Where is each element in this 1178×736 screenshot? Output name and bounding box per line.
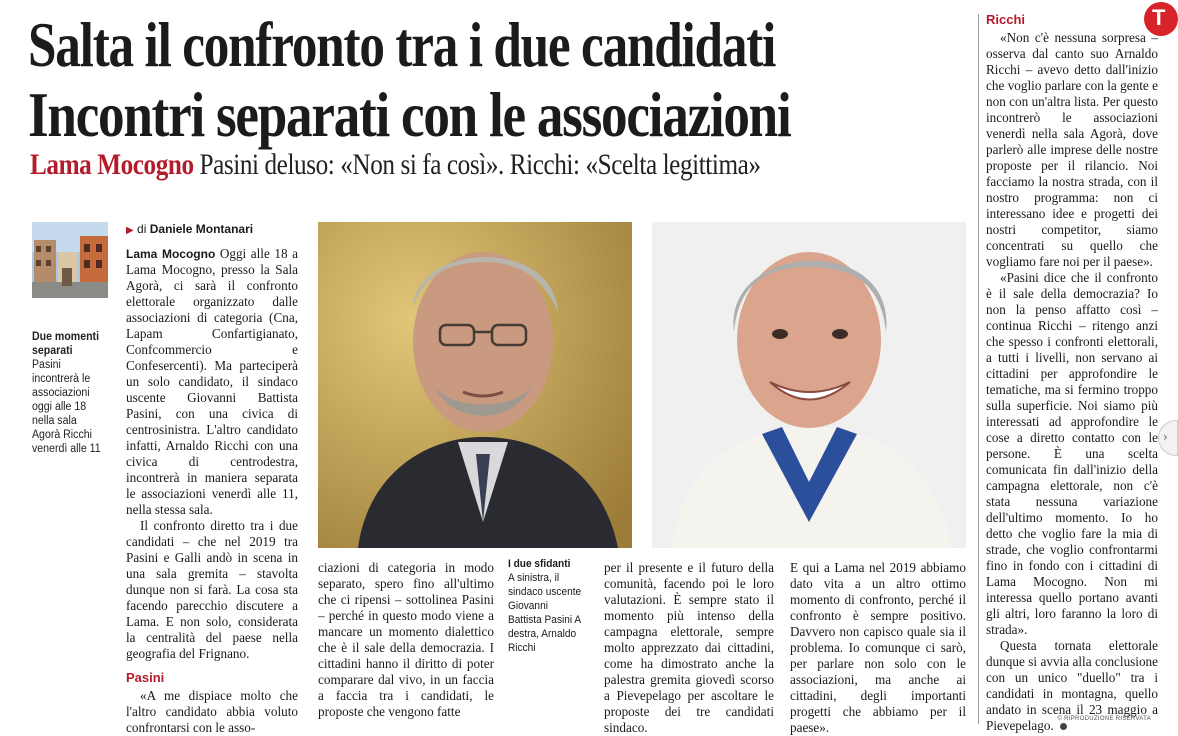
col5-paragraph-2: «Pasini dice che il confronto è il sale della democrazia? Io non la penso affatto così – continua Ricchi – ritengo anzi che spesso i confronti elettorali, a tutti i livelli, non servano ai cittadini per approfondire le tematiche, ma si fermino troppo sulla superficie. Noi siamo più interessati ad approfondire le cose a diretto contatto con le persone. È una scelta comunicata fin dall'inizio della campagna elettorale, non c'è stata nessuna variazione dell'ultimo momento. Io ho detto che voglio fare la mia di strade, che voglio confrontarmi fino in fondo con i cittadini di Lama Mocogno. Non mi interessa quello portano avanti gli altri, loro faranno la loro di strada». xyxy=(986,270,1158,637)
col2-paragraph-1: ciazioni di categoria in modo separato, spero fino all'ultimo che ci ripensi – sottolinea Pasini – perché in questo modo viene a mancare un momento dialettico che è il sale della democrazia. I cittadini hanno il diritto di poter comparare dal vivo, in un faccia a faccia tra i candidati, le proposte che vengono fatte xyxy=(318,560,494,719)
article-column-1 xyxy=(126,246,298,736)
article-column-3 xyxy=(604,560,774,736)
headline-line-1: Salta il confronto tra i due candidati xyxy=(28,9,776,80)
caption-text: A sinistra, il sindaco uscente Giovanni Battista Pasini A destra, Arnaldo Ricchi xyxy=(508,572,582,654)
col1-paragraph-1: Oggi alle 18 a Lama Mocogno, presso la Sala Agorà, ci sarà il confronto elettorale organizzato dalle associazioni di categoria (Cna, Lapam Confartigianato, Confcommercio e Confesercenti). Ma parteciperà un solo candidato, il sindaco uscente Giovanni Battista Pasini, con una civica di centrosinistra. L'altro candidato infatti, Arnaldo Ricchi con una civica di centrodestra, incontrerà in maniera separata le associazioni venerdì alle 11, nella stessa sala. xyxy=(126,246,298,517)
photo-caption xyxy=(508,557,582,655)
section-ricchi: Ricchi xyxy=(986,12,1026,27)
town-photo-avatar xyxy=(32,222,108,298)
sidebar-text: Pasini incontrerà le associazioni oggi alle 18 nella sala Agorà Ricchi venerdì alle 11 xyxy=(32,359,101,455)
newspaper-logo-icon: T xyxy=(1144,2,1178,36)
sidebar-title: Due momenti separati xyxy=(32,331,100,357)
subhead-text: Pasini deluso: «Non si fa così». Ricchi: «Scelta legittima» xyxy=(193,148,761,181)
column-divider xyxy=(978,14,979,724)
article-column-5 xyxy=(986,12,1158,734)
byline-prefix: di xyxy=(137,222,150,236)
byline-author: Daniele Montanari xyxy=(149,222,254,236)
caption-title: I due sfidanti xyxy=(508,558,571,570)
col4-paragraph-1: E qui a Lama nel 2019 abbiamo dato vita a un altro ottimo momento di confronto, perché il confronto è sempre positivo. Davvero non capisco quale sia il problema. Io comunque ci sarò, per parlare non solo con le associazioni, ma anche ai cittadini, degli importanti progetti che abbiamo per il paese». xyxy=(790,560,966,735)
copyright-note: © RIPRODUZIONE RISERVATA xyxy=(1057,716,1151,722)
col1-paragraph-2: Il confronto diretto tra i due candidati – che nel 2019 tra Pasini e Galli andò in scena in una sala gremita – stavolta dunque non si farà. La cosa sta facendo parecchio discutere a Lama. E non solo, considerata la centralità del paese nella geografia del Frignano. xyxy=(126,518,298,661)
chevron-right-icon: › xyxy=(1163,430,1168,444)
col5-paragraph-3: Questa tornata elettorale dunque si avvia alla conclusione con un unico "duello" tra i candidati in montagna, quello andato in scena il 23 maggio a Pievepelago. xyxy=(986,638,1158,733)
photo-pasini xyxy=(318,222,632,548)
article-column-2 xyxy=(318,560,494,720)
section-pasini: Pasini xyxy=(126,670,165,685)
byline xyxy=(126,222,253,236)
next-page-tab[interactable] xyxy=(1158,420,1178,456)
article-column-4 xyxy=(790,560,966,736)
sidebar-note xyxy=(32,330,106,456)
end-mark-icon xyxy=(1060,723,1067,730)
col5-paragraph-1: «Non c'è nessuna sorpresa – osserva dal canto suo Arnaldo Ricchi – avevo detto dall'inizio che voglio parlare con la gente e non con un'altra lista. Per questo incontrerò le associazioni venerdì nella sala Agorà, dove parlerò alle imprese delle nostre proposte per il rilancio. Noi facciamo la nostra strada, con il nostro programma: non ci interessano idee e progetti dei nostri competitor, siamo concentrati su quello che vogliamo fare noi per il paese». xyxy=(986,30,1158,269)
col3-paragraph-1: per il presente e il futuro della comunità, facendo poi le loro valutazioni. È sempre stato il momento più intenso della campagna elettorale, sempre molto apprezzato dai cittadini, come ha dimostrato anche la palestra gremita giovedì scorso a Pievepelago per ascoltare le proposte dei tre candidati sindaco. xyxy=(604,560,774,735)
byline-arrow-icon: ▶ xyxy=(126,225,134,236)
subheadline xyxy=(30,148,761,182)
dateline: Lama Mocogno xyxy=(126,247,216,261)
col1-paragraph-3: «A me dispiace molto che l'altro candidato abbia voluto confrontarsi con le asso- xyxy=(126,688,298,735)
headline-line-2: Incontri separati con le associazioni xyxy=(28,79,791,150)
subhead-place: Lama Mocogno xyxy=(30,148,194,181)
photo-ricchi xyxy=(652,222,966,548)
